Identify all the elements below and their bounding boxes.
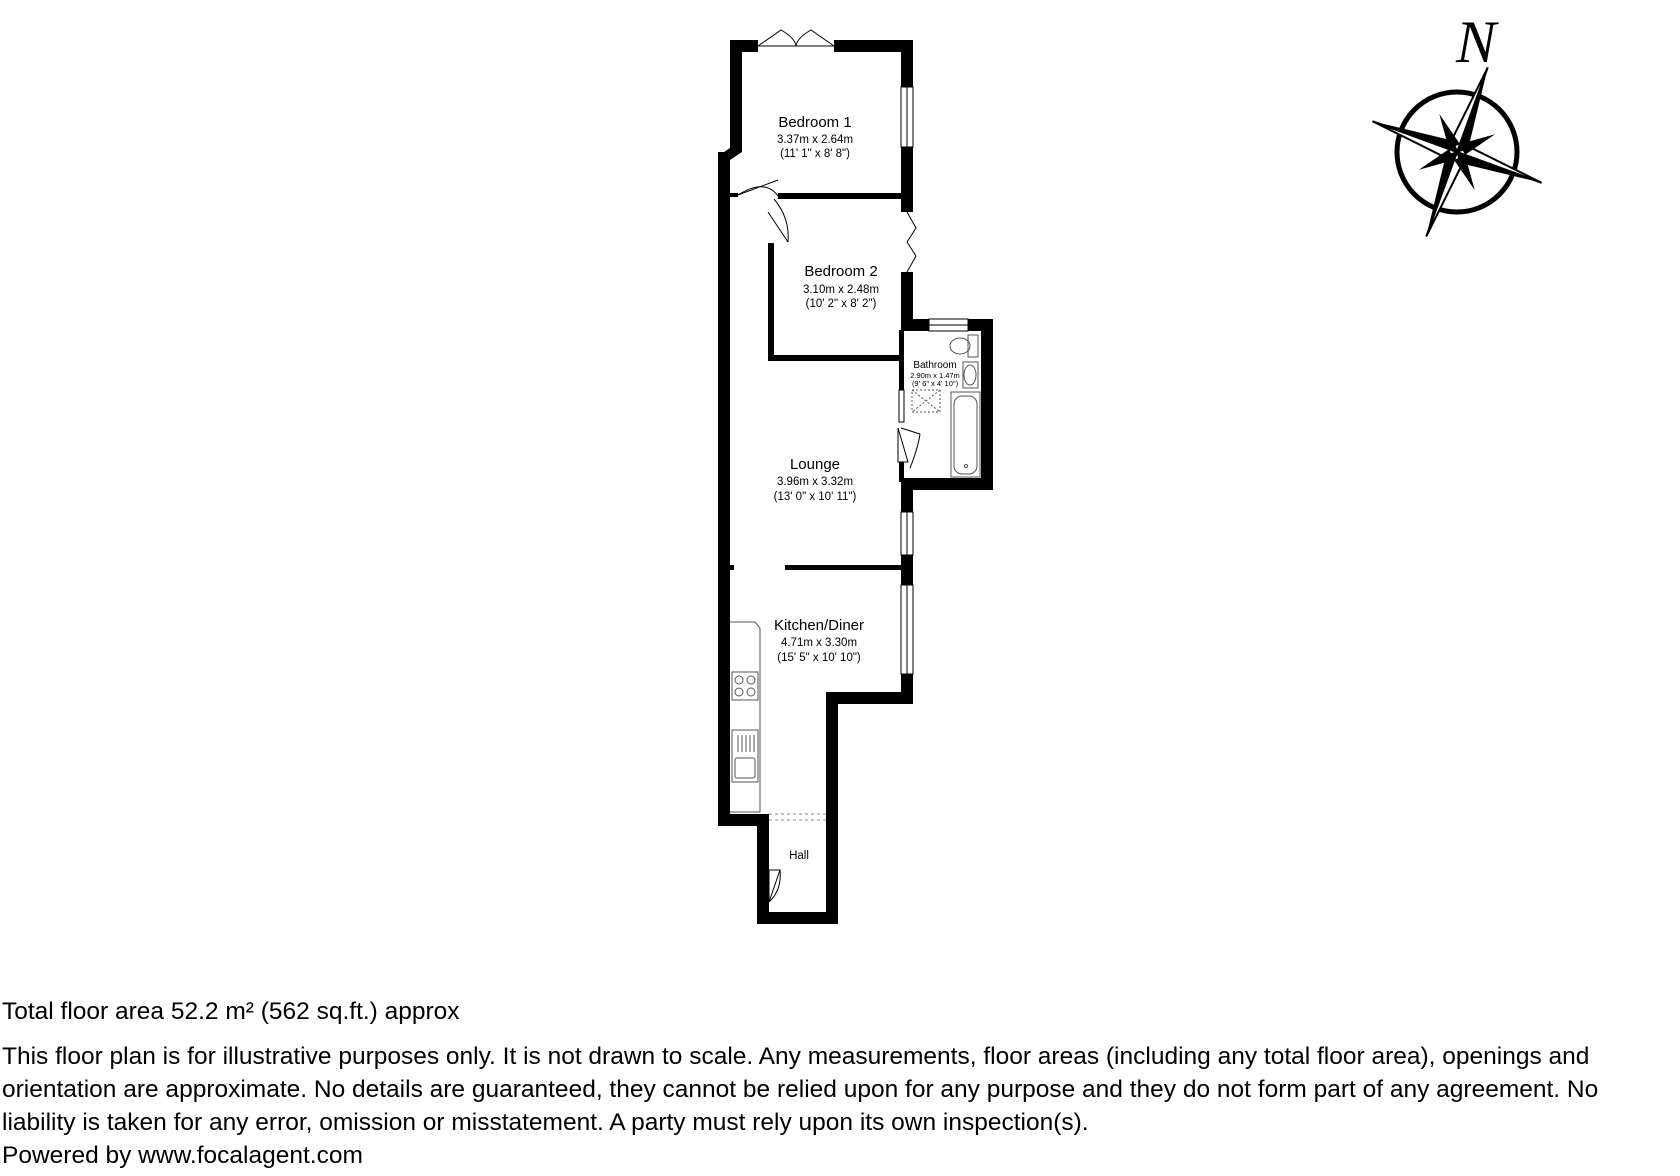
powered-by-link[interactable]: Powered by www.focalagent.com [2, 1142, 363, 1169]
bedroom2-side-doors [907, 212, 916, 272]
bedroom2-name: Bedroom 2 [804, 263, 878, 280]
disclaimer-text: This floor plan is for illustrative purposes only. It is not drawn to scale. Any measurements, floor areas (including any total floor area), openings and orientation are approximate. No details are guaranteed, they cannot be relied upon for any purpose and they do not form part of any agreement. No liability is taken for any error, omission or misstatement. A party must rely upon its own inspection(s). [2, 1043, 1599, 1136]
entrance-door [769, 870, 780, 902]
compass-north-label: N [1456, 9, 1497, 75]
bathroom-fixtures [912, 335, 980, 477]
bedroom2-door [768, 199, 788, 242]
kitchen-counter [730, 622, 760, 812]
bathroom-door [898, 428, 920, 468]
exterior-walls [718, 40, 993, 924]
lounge-imperial: (13' 0" x 10' 11") [773, 491, 857, 503]
bedroom1-imperial: (11' 1" x 8' 8") [780, 148, 850, 160]
bathroom-imperial: (9' 6" x 4' 10") [911, 379, 959, 388]
bathroom-name: Bathroom [913, 360, 957, 371]
basin-icon [963, 362, 978, 388]
bedroom1-name: Bedroom 1 [778, 114, 852, 131]
kitchen-fixtures [730, 622, 760, 812]
interior-walls [730, 193, 904, 570]
kitchen-name: Kitchen/Diner [773, 617, 865, 634]
bedroom2-metric: 3.10m x 2.48m [802, 284, 880, 296]
bath-icon [951, 392, 980, 477]
hob-icon [732, 672, 758, 700]
compass-rose-icon [1342, 9, 1573, 267]
bedroom2-imperial: (10' 2" x 8' 2") [805, 298, 877, 310]
bedroom1-door [738, 180, 778, 196]
bedroom1-metric: 3.37m x 2.64m [776, 134, 854, 146]
bathroom-metric: 2.90m x 1.47m [910, 371, 960, 380]
hall-name: Hall [789, 850, 809, 862]
french-doors [758, 30, 834, 46]
lounge-side-window [899, 390, 904, 422]
kitchen-imperial: (15' 5" x 10' 10") [777, 652, 861, 664]
lounge-name: Lounge [789, 456, 841, 473]
lounge-metric: 3.96m x 3.32m [776, 476, 854, 488]
sink-icon [732, 730, 758, 782]
total-floor-area: Total floor area 52.2 m² (562 sq.ft.) approx [2, 998, 460, 1025]
hall-threshold [769, 814, 826, 820]
kitchen-metric: 4.71m x 3.30m [780, 637, 858, 649]
toilet-icon [950, 335, 978, 357]
